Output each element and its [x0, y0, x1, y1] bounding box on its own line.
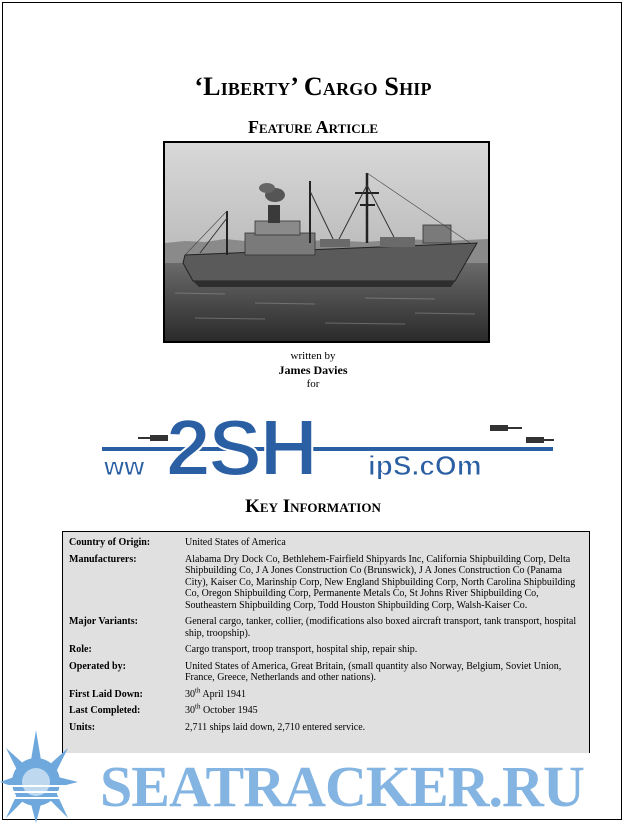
logo-big: 2SH [166, 403, 316, 479]
key-information-heading: Key Information [245, 496, 381, 517]
row-operated-by [63, 661, 589, 684]
date-suffix: th [195, 686, 201, 695]
row-label: Units: [69, 721, 96, 733]
logo-suffix: ipS.cOm [368, 450, 482, 479]
author-name: James Davies [278, 363, 348, 377]
row-value: Alabama Dry Dock Co, Bethlehem-Fairfield Shipyards Inc, California Shipbuilding Corp, Delta Shipbuilding Co, J A Jones Construction Co (Brunswick), J A Jones Construction Co (Panama City), Kaiser Co, Marinship Corp, New England Shipbuilding Corp, North Carolina Shipbuilding Co, Oregon Shipbuilding Corp, Permanente Metals Co, St Johns River Shipbuilding Co, Southeastern Shipbuilding Corp, Todd Houston Shipbuilding Corp, Walsh-Kaiser Co. [185, 553, 576, 611]
row-value: United States of America [185, 537, 286, 548]
article-title: ‘Liberty’ Cargo Ship [194, 72, 432, 101]
row-last-completed [63, 702, 589, 717]
row-label: Country of Origin: [69, 537, 151, 548]
row-label: Manufacturers: [69, 553, 137, 565]
row-variants [63, 616, 589, 639]
row-label: First Laid Down: [69, 688, 143, 700]
date-suffix: th [195, 702, 201, 711]
date-day: 30 [185, 705, 195, 716]
row-manufacturers [63, 554, 589, 612]
row-country [63, 537, 589, 549]
row-role [63, 644, 589, 656]
row-label: Last Completed: [69, 705, 141, 716]
article-subtitle: Feature Article [247, 117, 379, 137]
row-value: Cargo transport, troop transport, hospital ship, repair ship. [185, 644, 418, 655]
row-label: Major Variants: [69, 616, 138, 627]
date-rest: April 1941 [200, 688, 247, 700]
key-information-table [62, 531, 590, 753]
ww2ships-logo [100, 395, 555, 479]
row-value: 2,711 ships laid down, 2,710 entered service. [185, 721, 366, 733]
row-value [185, 686, 583, 701]
row-label: Role: [69, 644, 92, 655]
row-value: General cargo, tanker, collier, (modifications also boxed aircraft transport, tank transport, hospital ship, troopship). [185, 616, 577, 639]
row-units [63, 722, 589, 734]
for-label: for [306, 378, 320, 390]
row-label: Operated by: [69, 660, 126, 672]
row-first-laid-down [63, 686, 589, 701]
date-day: 30 [185, 688, 195, 700]
row-value [185, 702, 583, 717]
logo-prefix: ww [104, 451, 145, 479]
date-rest: October 1945 [200, 705, 258, 716]
row-value: United States of America, Great Britain, (small quantity also Norway, Belgium, Soviet Union, France, Greece, Netherlands and other nations). [185, 660, 562, 683]
ship-photo [163, 141, 490, 343]
written-by-label: written by [290, 350, 336, 362]
watermark-text: SEATRACKER.RU [100, 754, 584, 819]
